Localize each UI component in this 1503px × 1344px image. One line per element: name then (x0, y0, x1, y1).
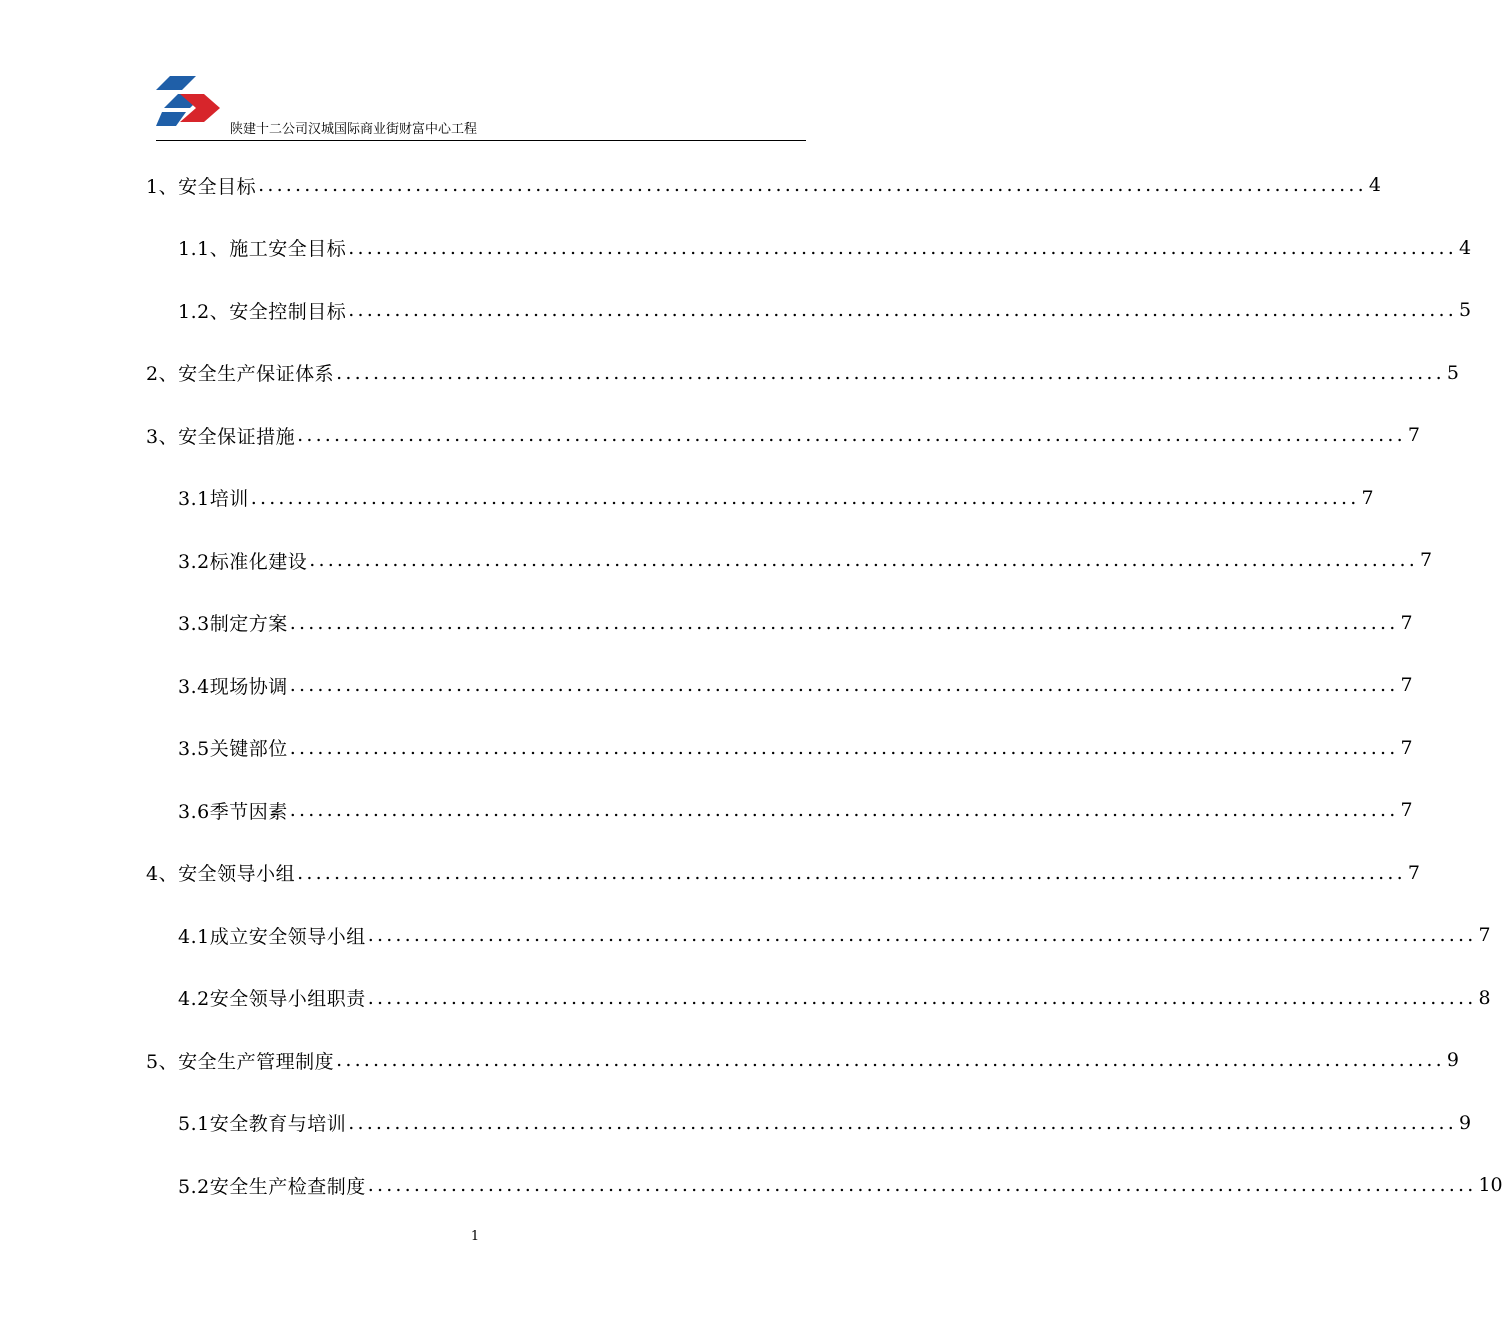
toc-entry[interactable] (178, 233, 1472, 263)
toc-entry-page: 5 (1458, 299, 1472, 321)
toc-leader-dots: ........................................................................................................................ (289, 674, 1399, 696)
toc-entry-label: 1.2、安全控制目标 (178, 300, 347, 323)
toc-entry-page: 7 (1400, 611, 1413, 634)
toc-entry[interactable] (178, 483, 1374, 513)
toc-entry-label: 2、安全生产保证体系 (146, 363, 335, 385)
company-logo-icon (156, 72, 222, 130)
toc-leader-dots: ........................................................................................................................ (297, 424, 1406, 446)
toc-leader-dots: ........................................................................................................................ (297, 861, 1406, 884)
header-divider (156, 140, 806, 141)
toc-entry-page: 7 (1400, 736, 1413, 759)
toc-entry-label: 1、安全目标 (146, 175, 257, 198)
toc-leader-dots: ........................................................................................................................ (289, 736, 1399, 759)
toc-entry-page: 7 (1407, 424, 1420, 446)
toc-entry[interactable] (178, 1170, 1503, 1200)
toc-leader-dots: ........................................................................................................................ (336, 361, 1445, 384)
toc-entry-page: 7 (1400, 799, 1413, 821)
toc-entry-label: 3.2标准化建设 (178, 550, 308, 573)
toc-entry-page: 9 (1458, 1111, 1472, 1134)
toc-leader-dots: ........................................................................................................................ (289, 611, 1399, 634)
page-number: 1 (470, 1229, 480, 1244)
toc-entry[interactable] (178, 545, 1433, 575)
page-header (156, 72, 806, 142)
toc-entry-label: 5.2安全生产检查制度 (178, 1175, 366, 1198)
toc-entry-label: 3.4现场协调 (178, 675, 288, 698)
toc-entry-page: 7 (1407, 861, 1420, 884)
toc-entry[interactable] (146, 858, 1420, 888)
toc-entry-page: 7 (1419, 549, 1433, 571)
toc-entry-page: 7 (1361, 486, 1374, 509)
toc-entry[interactable] (178, 670, 1413, 700)
toc-leader-dots: ........................................................................................................................ (348, 236, 1457, 259)
toc-entry[interactable] (146, 420, 1420, 450)
toc-entry-page: 7 (1400, 674, 1413, 696)
toc-entry[interactable] (178, 295, 1472, 325)
toc-leader-dots: ........................................................................................................................ (348, 299, 1457, 321)
toc-leader-dots: ........................................................................................................................ (367, 924, 1477, 946)
toc-entry[interactable] (146, 1045, 1459, 1075)
toc-leader-dots: ........................................................................................................................ (336, 1049, 1445, 1071)
toc-entry-label: 3.5关键部位 (178, 738, 288, 760)
toc-entry-label: 3.6季节因素 (178, 800, 288, 823)
toc-entry-label: 5.1安全教育与培训 (178, 1113, 347, 1135)
toc-entry-label: 4.1成立安全领导小组 (178, 925, 366, 948)
toc-leader-dots: ........................................................................................................................ (367, 1174, 1477, 1196)
header-title: 陕建十二公司汉城国际商业街财富中心工程 (230, 122, 478, 137)
toc-entry[interactable] (178, 1108, 1472, 1138)
toc-entry-page: 9 (1446, 1049, 1459, 1071)
toc-entry-page: 7 (1478, 924, 1491, 946)
toc-leader-dots: ........................................................................................................................ (309, 549, 1418, 571)
toc-entry[interactable] (146, 358, 1459, 388)
toc-entry-label: 3.3制定方案 (178, 613, 288, 635)
toc-entry-page: 8 (1478, 986, 1491, 1009)
toc-leader-dots: ........................................................................................................................ (367, 986, 1477, 1009)
toc-entry[interactable] (178, 983, 1491, 1013)
toc-leader-dots: ........................................................................................................................ (348, 1111, 1457, 1134)
toc-entry-page: 10 (1478, 1174, 1503, 1196)
toc-leader-dots: ........................................................................................................................ (250, 486, 1360, 509)
toc-entry[interactable] (178, 733, 1413, 763)
toc-leader-dots: ........................................................................................................................ (258, 174, 1367, 196)
toc-entry[interactable] (146, 170, 1381, 200)
toc-entry-page: 4 (1368, 174, 1381, 196)
toc-entry-page: 5 (1446, 361, 1459, 384)
toc-entry-label: 3.1培训 (178, 488, 249, 510)
toc-entry-label: 4、安全领导小组 (146, 863, 296, 885)
toc-entry-page: 4 (1458, 236, 1472, 259)
toc-entry-label: 1.1、施工安全目标 (178, 238, 347, 260)
toc-entry[interactable] (178, 920, 1491, 950)
toc-entry-label: 5、安全生产管理制度 (146, 1050, 335, 1073)
toc-entry-label: 3、安全保证措施 (146, 425, 296, 448)
toc-entry[interactable] (178, 608, 1413, 638)
toc-leader-dots: ........................................................................................................................ (289, 799, 1399, 821)
toc-entry-label: 4.2安全领导小组职责 (178, 988, 366, 1010)
toc-entry[interactable] (178, 795, 1413, 825)
